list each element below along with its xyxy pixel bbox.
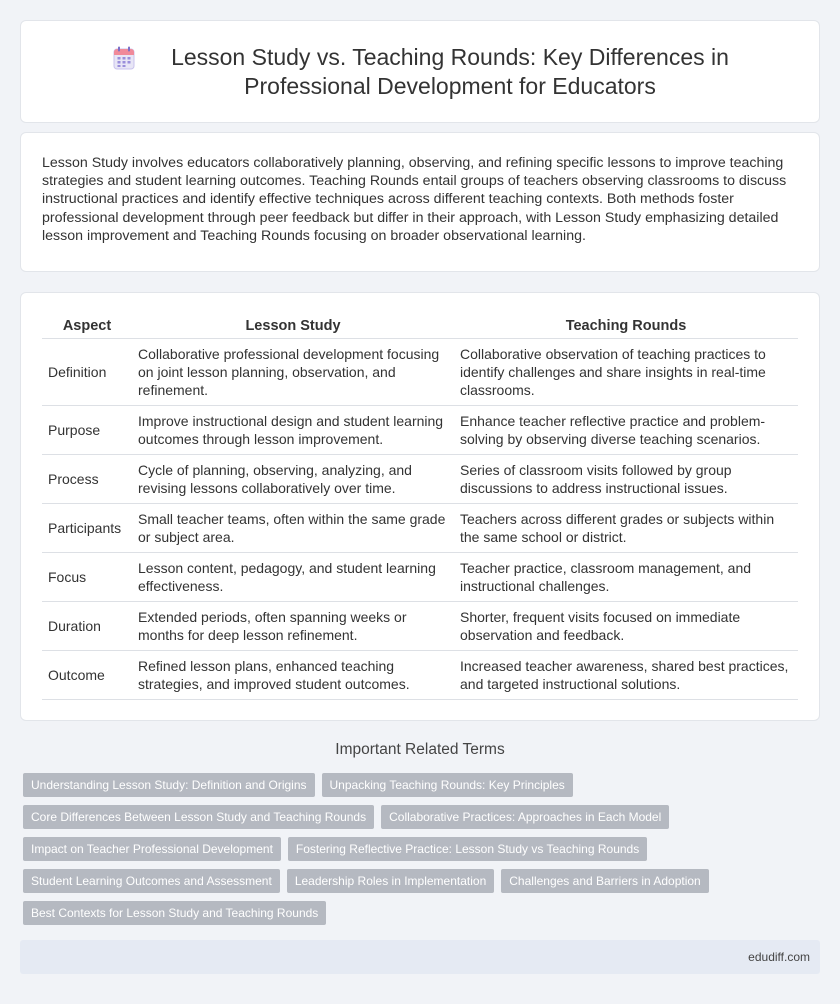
- lesson-study-cell: Collaborative professional development focusing on joint lesson planning, observation, and refinement.: [132, 338, 454, 405]
- related-terms-title: Important Related Terms: [335, 741, 505, 758]
- intro-card: [20, 132, 820, 272]
- teaching-rounds-cell: Increased teacher awareness, shared best practices, and targeted instructional solutions.: [454, 650, 798, 699]
- aspect-cell: Process: [42, 454, 132, 503]
- lesson-study-cell: Extended periods, often spanning weeks or months for deep lesson refinement.: [132, 601, 454, 650]
- comparison-table: [42, 315, 798, 700]
- related-term-link[interactable]: Best Contexts for Lesson Study and Teaching Rounds: [23, 901, 326, 925]
- table-row: [42, 650, 798, 699]
- related-term-link[interactable]: Core Differences Between Lesson Study and Teaching Rounds: [23, 805, 374, 829]
- related-term-link[interactable]: Unpacking Teaching Rounds: Key Principles: [322, 773, 573, 797]
- teaching-rounds-cell: Enhance teacher reflective practice and problem-solving by observing diverse teaching scenarios.: [454, 405, 798, 454]
- related-terms-list: [23, 773, 813, 933]
- teaching-rounds-cell: Shorter, frequent visits focused on immediate observation and feedback.: [454, 601, 798, 650]
- header-aspect: Aspect: [42, 315, 132, 338]
- teaching-rounds-cell: Collaborative observation of teaching practices to identify challenges and share insights in real-time classrooms.: [454, 338, 798, 405]
- header-lesson-study: Lesson Study: [132, 315, 454, 338]
- title-card: [20, 20, 820, 123]
- comparison-card: [20, 292, 820, 721]
- table-row: [42, 454, 798, 503]
- related-term-link[interactable]: Challenges and Barriers in Adoption: [501, 869, 708, 893]
- footer-site-link[interactable]: edudiff.com: [748, 950, 810, 964]
- table-row: [42, 601, 798, 650]
- teaching-rounds-cell: Teacher practice, classroom management, and instructional challenges.: [454, 552, 798, 601]
- aspect-cell: Definition: [42, 338, 132, 405]
- table-header-row: [42, 315, 798, 338]
- table-row: [42, 338, 798, 405]
- related-term-link[interactable]: Understanding Lesson Study: Definition and Origins: [23, 773, 315, 797]
- lesson-study-cell: Small teacher teams, often within the same grade or subject area.: [132, 503, 454, 552]
- aspect-cell: Participants: [42, 503, 132, 552]
- aspect-cell: Duration: [42, 601, 132, 650]
- related-term-link[interactable]: Leadership Roles in Implementation: [287, 869, 494, 893]
- aspect-cell: Purpose: [42, 405, 132, 454]
- aspect-cell: Focus: [42, 552, 132, 601]
- related-term-link[interactable]: Impact on Teacher Professional Development: [23, 837, 281, 861]
- table-row: [42, 405, 798, 454]
- table-row: [42, 503, 798, 552]
- teaching-rounds-cell: Series of classroom visits followed by group discussions to address instructional issues.: [454, 454, 798, 503]
- lesson-study-cell: Lesson content, pedagogy, and student learning effectiveness.: [132, 552, 454, 601]
- lesson-study-cell: Refined lesson plans, enhanced teaching strategies, and improved student outcomes.: [132, 650, 454, 699]
- page-title: Lesson Study vs. Teaching Rounds: Key Differences in Professional Development for Educators: [171, 44, 729, 99]
- aspect-cell: Outcome: [42, 650, 132, 699]
- related-term-link[interactable]: Student Learning Outcomes and Assessment: [23, 869, 280, 893]
- lesson-study-cell: Cycle of planning, observing, analyzing, and revising lessons collaboratively over time.: [132, 454, 454, 503]
- related-term-link[interactable]: Collaborative Practices: Approaches in Each Model: [381, 805, 669, 829]
- lesson-study-cell: Improve instructional design and student learning outcomes through lesson improvement.: [132, 405, 454, 454]
- teaching-rounds-cell: Teachers across different grades or subjects within the same school or district.: [454, 503, 798, 552]
- related-term-link[interactable]: Fostering Reflective Practice: Lesson Study vs Teaching Rounds: [288, 837, 647, 861]
- intro-paragraph: Lesson Study involves educators collaboratively planning, observing, and refining specific lessons to improve teaching strategies and student learning outcomes. Teaching Rounds entail groups of teachers observing classrooms to discuss instructional practices and identify effective techniques across different teaching contexts. Both methods foster professional development through peer feedback but differ in their approach, with Lesson Study emphasizing detailed lesson improvement and Teaching Rounds focusing on broader observational learning.: [42, 155, 787, 244]
- header-teaching-rounds: Teaching Rounds: [454, 315, 798, 338]
- footer-bar: [20, 940, 820, 974]
- table-row: [42, 552, 798, 601]
